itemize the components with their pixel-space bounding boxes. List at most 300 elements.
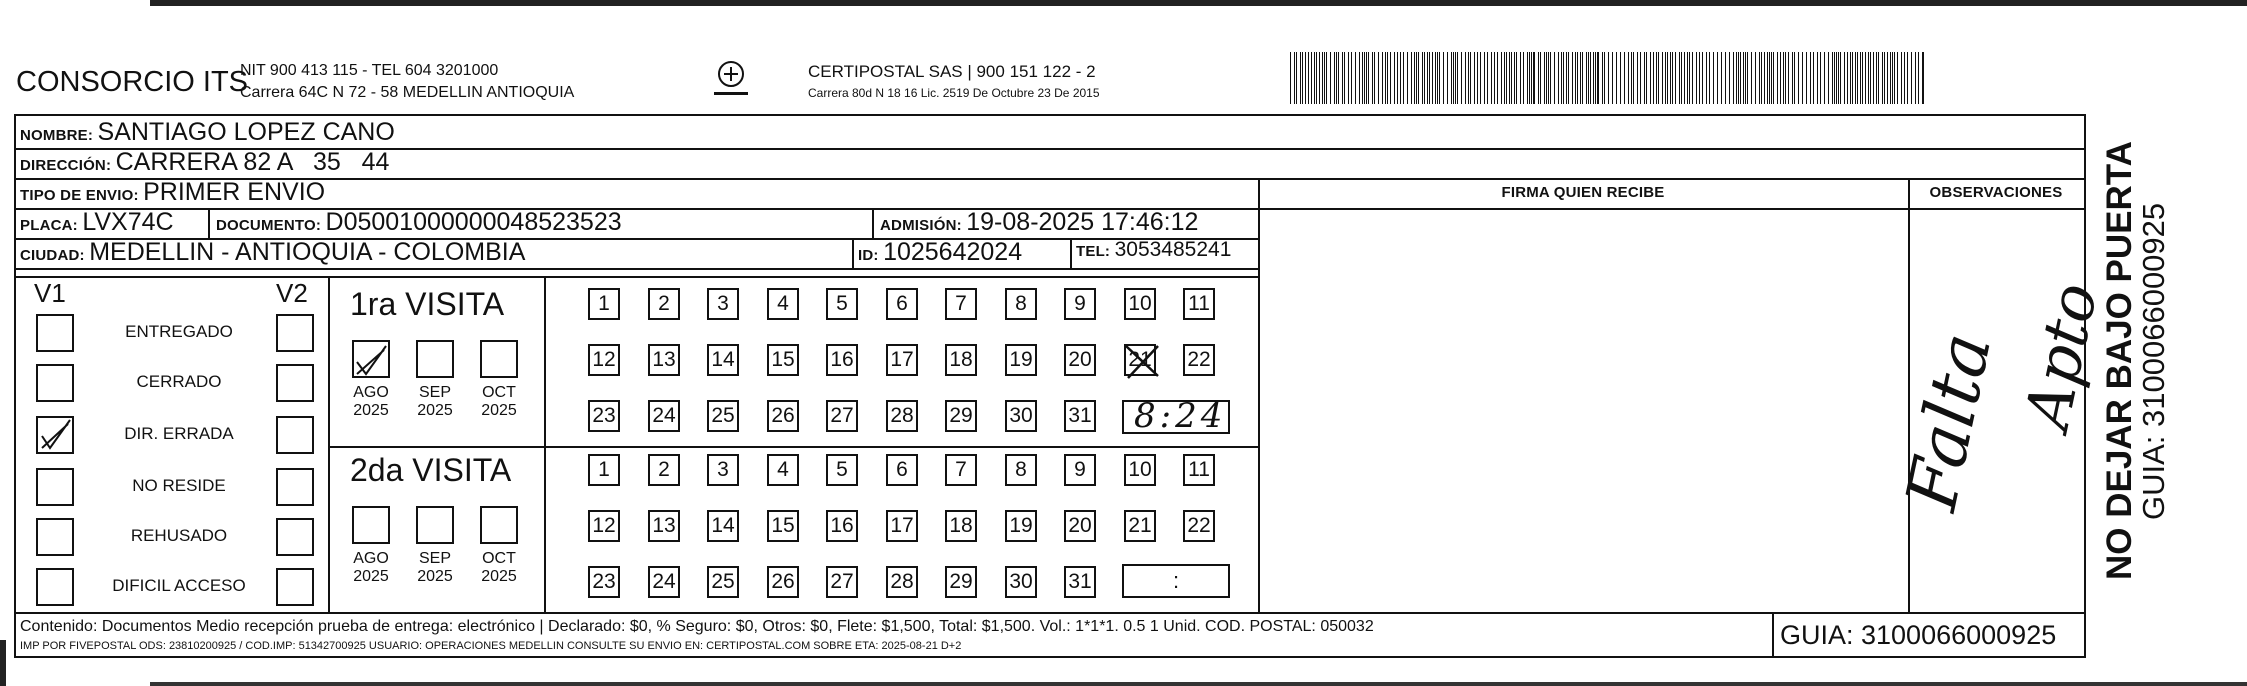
barcode-bar <box>1806 52 1807 104</box>
day-box[interactable]: 31 <box>1064 400 1096 432</box>
barcode-bar <box>1439 52 1440 104</box>
day-box[interactable]: 19 <box>1005 510 1037 542</box>
barcode-bar <box>1514 52 1515 104</box>
barcode-bar <box>1477 52 1478 104</box>
day-box[interactable]: 26 <box>767 566 799 598</box>
handwriting-falta: Falta <box>1890 326 2008 518</box>
barcode-bar <box>1832 52 1833 104</box>
barcode-bar <box>1322 52 1323 104</box>
barcode-bar <box>1767 52 1768 104</box>
barcode-bar <box>1316 52 1317 104</box>
barcode-bar <box>1844 52 1845 104</box>
barcode-bar <box>1368 52 1369 104</box>
footer-guia: GUIA: 3100066000925 <box>1780 620 2057 650</box>
month-checkbox[interactable] <box>352 340 390 378</box>
day-box[interactable]: 25 <box>707 400 739 432</box>
barcode-bar <box>1468 52 1469 104</box>
barcode-bar <box>1882 52 1883 104</box>
barcode-bar <box>1516 52 1517 104</box>
barcode-bar <box>1820 52 1821 104</box>
barcode-bar <box>1529 52 1530 104</box>
barcode-bar <box>1747 52 1748 104</box>
barcode-bar <box>1699 52 1700 104</box>
barcode-bar <box>1713 52 1714 104</box>
second-visit-time-box[interactable] <box>1122 564 1230 598</box>
day-box[interactable]: 5 <box>826 288 858 320</box>
plate-label: PLACA: <box>20 217 78 234</box>
barcode-bar <box>1314 52 1315 104</box>
day-box[interactable]: 22 <box>1183 510 1215 542</box>
barcode-bar <box>1802 52 1803 104</box>
barcode-bar <box>1612 52 1613 104</box>
barcode-bar <box>1840 52 1841 104</box>
barcode-bar <box>1548 52 1549 104</box>
second-visit-title: 2da VISITA <box>350 452 512 488</box>
day-box[interactable]: 4 <box>767 288 799 320</box>
day-box[interactable]: 26 <box>767 400 799 432</box>
day-box[interactable]: 2 <box>648 454 680 486</box>
month-name: AGO <box>353 384 389 401</box>
day-box[interactable]: 13 <box>648 510 680 542</box>
barcode-bar <box>1422 52 1423 104</box>
barcode-bar <box>1733 52 1734 104</box>
barcode-bar <box>1736 52 1737 104</box>
v1-checkbox[interactable] <box>36 416 74 454</box>
barcode-bar <box>1311 52 1312 104</box>
month-name: SEP <box>418 384 451 401</box>
month-checkbox[interactable] <box>480 340 518 378</box>
month-label <box>341 384 401 420</box>
barcode-bar <box>1834 52 1835 104</box>
barcode-bar <box>1374 52 1375 104</box>
address-label: DIRECCIÓN: <box>20 157 112 174</box>
barcode-bar <box>1563 52 1564 104</box>
barcode-bar <box>1538 52 1539 104</box>
first-visit-time: 8:24 <box>1134 396 1227 436</box>
barcode-bar <box>1355 52 1356 104</box>
barcode-bar <box>1575 52 1576 104</box>
cross-mark-icon <box>1122 342 1162 382</box>
company-address: Carrera 64C N 72 - 58 MEDELLIN ANTIOQUIA <box>240 84 575 101</box>
row-line <box>328 446 1258 448</box>
city-value: MEDELLIN - ANTIOQUIA - COLOMBIA <box>89 238 526 266</box>
plate-value: LVX74C <box>82 208 174 236</box>
row-line <box>14 612 2086 614</box>
day-box[interactable]: 11 <box>1183 288 1215 320</box>
barcode-bar <box>1362 52 1363 104</box>
v2-checkbox[interactable] <box>276 468 314 506</box>
barcode-bar <box>1755 52 1756 104</box>
barcode-bar <box>1662 52 1663 104</box>
barcode-bar <box>1890 52 1891 104</box>
barcode-bar <box>1702 52 1703 104</box>
barcode-bar <box>1717 52 1718 104</box>
barcode-bar <box>1418 52 1419 104</box>
day-box[interactable]: 12 <box>588 510 620 542</box>
barcode-bar <box>1745 52 1746 104</box>
side-guia: GUIA: 3100066000925 <box>2136 202 2171 520</box>
barcode-bar <box>1870 52 1871 104</box>
barcode-bar <box>1457 52 1458 104</box>
barcode-bar <box>1443 52 1444 104</box>
barcode-bar <box>1897 52 1898 104</box>
top-edge <box>150 0 2247 6</box>
day-box[interactable]: 14 <box>707 344 739 376</box>
barcode-bar <box>1876 52 1877 104</box>
status-reason-label: CERRADO <box>136 372 222 391</box>
barcode-bar <box>1491 52 1492 104</box>
company-nit: NIT 900 413 115 - TEL 604 3201000 <box>240 62 499 79</box>
v1-label: V1 <box>34 278 66 308</box>
day-box[interactable]: 9 <box>1064 454 1096 486</box>
barcode-bar <box>1407 52 1408 104</box>
barcode-bar <box>1487 52 1488 104</box>
barcode <box>1290 52 1930 104</box>
barcode-bar <box>1465 52 1466 104</box>
barcode-bar <box>1687 52 1688 104</box>
day-box[interactable]: 21 <box>1124 344 1156 376</box>
barcode-bar <box>1326 52 1327 104</box>
day-box[interactable]: 24 <box>648 566 680 598</box>
id-label: ID: <box>858 247 879 264</box>
barcode-bar <box>1857 52 1858 104</box>
barcode-bar <box>1918 52 1919 104</box>
city-cell <box>20 238 525 267</box>
barcode-bar <box>1743 52 1744 104</box>
day-box[interactable]: 14 <box>707 510 739 542</box>
barcode-bar <box>1582 52 1583 104</box>
barcode-bar <box>1429 52 1430 104</box>
barcode-bar <box>1653 52 1654 104</box>
barcode-bar <box>1411 52 1412 104</box>
col-line <box>852 238 854 268</box>
barcode-bar <box>1759 52 1760 104</box>
day-box[interactable]: 28 <box>886 400 918 432</box>
barcode-bar <box>1922 52 1924 104</box>
day-box[interactable]: 10 <box>1124 454 1156 486</box>
barcode-bar <box>1385 52 1386 104</box>
v1-checkbox[interactable] <box>36 568 74 606</box>
barcode-bar <box>1511 52 1512 104</box>
day-box[interactable]: 11 <box>1183 454 1215 486</box>
barcode-bar <box>1461 52 1462 104</box>
company-name: CONSORCIO ITS <box>16 66 249 98</box>
document-value: D05001000000048523523 <box>325 208 622 236</box>
day-box[interactable]: 12 <box>588 344 620 376</box>
barcode-bar <box>1593 52 1594 104</box>
barcode-bar <box>1451 52 1452 104</box>
barcode-bar <box>1480 52 1481 104</box>
day-box[interactable]: 17 <box>886 510 918 542</box>
day-box[interactable]: 19 <box>1005 344 1037 376</box>
barcode-bar <box>1780 52 1781 104</box>
barcode-bar <box>1628 52 1629 104</box>
barcode-bar <box>1342 52 1343 104</box>
day-box[interactable]: 30 <box>1005 566 1037 598</box>
day-box[interactable]: 16 <box>826 344 858 376</box>
barcode-bar <box>1533 52 1535 104</box>
barcode-bar <box>1390 52 1391 104</box>
v2-checkbox[interactable] <box>276 364 314 402</box>
month-year: 2025 <box>481 568 517 585</box>
barcode-bar <box>1656 52 1657 104</box>
day-box[interactable]: 20 <box>1064 344 1096 376</box>
name-value: SANTIAGO LOPEZ CANO <box>97 118 395 146</box>
barcode-bar <box>1437 52 1438 104</box>
v2-checkbox[interactable] <box>276 314 314 352</box>
barcode-bar <box>1740 52 1741 104</box>
day-box[interactable]: 6 <box>886 288 918 320</box>
barcode-bar <box>1403 52 1404 104</box>
first-visit-time-box[interactable] <box>1122 396 1230 436</box>
barcode-bar <box>1761 52 1762 104</box>
v2-label: V2 <box>276 278 308 308</box>
day-box[interactable]: 21 <box>1124 510 1156 542</box>
barcode-bar <box>1692 52 1693 104</box>
barcode-bar <box>1616 52 1617 104</box>
barcode-bar <box>1455 52 1456 104</box>
barcode-bar <box>1577 52 1578 104</box>
col-line <box>544 276 546 612</box>
second-visit-time: : <box>1172 568 1180 593</box>
barcode-bar <box>1572 52 1573 104</box>
barcode-bar <box>1788 52 1789 104</box>
day-box[interactable]: 13 <box>648 344 680 376</box>
v1-checkbox[interactable] <box>36 518 74 556</box>
day-box[interactable]: 7 <box>945 454 977 486</box>
type-row <box>20 178 325 207</box>
barcode-bar <box>1794 52 1795 104</box>
side-warning: NO DEJAR BAJO PUERTA <box>2100 141 2139 580</box>
barcode-bar <box>1359 52 1360 104</box>
day-box[interactable]: 23 <box>588 566 620 598</box>
day-box[interactable]: 9 <box>1064 288 1096 320</box>
day-box[interactable]: 29 <box>945 566 977 598</box>
tel-label: TEL: <box>1076 243 1111 260</box>
barcode-bar <box>1330 52 1331 104</box>
v2-checkbox[interactable] <box>276 568 314 606</box>
day-box[interactable]: 20 <box>1064 510 1096 542</box>
checkmark-icon <box>354 342 388 376</box>
barcode-bar <box>1665 52 1666 104</box>
v2-checkbox[interactable] <box>276 518 314 556</box>
day-box[interactable]: 31 <box>1064 566 1096 598</box>
barcode-bar <box>1546 52 1547 104</box>
checkmark-icon <box>38 418 72 452</box>
barcode-bar <box>1554 52 1555 104</box>
barcode-bar <box>1771 52 1772 104</box>
barcode-bar <box>1904 52 1905 104</box>
day-box[interactable]: 3 <box>707 288 739 320</box>
plate-cell <box>20 208 174 237</box>
id-value: 1025642024 <box>883 238 1023 266</box>
barcode-bar <box>1424 52 1425 104</box>
barcode-bar <box>1531 52 1532 104</box>
day-box[interactable]: 1 <box>588 454 620 486</box>
month-checkbox[interactable] <box>416 506 454 544</box>
month-checkbox[interactable] <box>480 506 518 544</box>
barcode-bar <box>1637 52 1638 104</box>
barcode-bar <box>1300 52 1301 104</box>
barcode-bar <box>1540 52 1541 104</box>
v1-checkbox[interactable] <box>36 468 74 506</box>
barcode-bar <box>1620 52 1621 104</box>
barcode-bar <box>1738 52 1739 104</box>
barcode-bar <box>1777 52 1778 104</box>
barcode-bar <box>1523 52 1524 104</box>
barcode-bar <box>1658 52 1659 104</box>
barcode-bar <box>1580 52 1581 104</box>
month-name: SEP <box>418 550 451 567</box>
day-box[interactable]: 18 <box>945 510 977 542</box>
barcode-bar <box>1509 52 1510 104</box>
month-label <box>405 384 465 420</box>
barcode-bar <box>1725 52 1726 104</box>
barcode-bar <box>1860 52 1861 104</box>
barcode-bar <box>1721 52 1722 104</box>
barcode-bar <box>1595 52 1596 104</box>
barcode-bar <box>1290 52 1291 104</box>
col-line <box>1772 612 1774 658</box>
barcode-bar <box>1544 52 1545 104</box>
barcode-bar <box>1414 52 1415 104</box>
bottom-edge <box>150 682 2247 686</box>
name-label: NOMBRE: <box>20 127 94 144</box>
day-box[interactable]: 24 <box>648 400 680 432</box>
month-label <box>405 550 465 586</box>
v2-checkbox[interactable] <box>276 416 314 454</box>
barcode-bar <box>1633 52 1634 104</box>
month-checkbox[interactable] <box>352 506 390 544</box>
day-box[interactable]: 2 <box>648 288 680 320</box>
month-year: 2025 <box>417 568 453 585</box>
barcode-bar <box>1588 52 1589 104</box>
row-line <box>14 268 1258 270</box>
month-checkbox[interactable] <box>416 340 454 378</box>
day-box[interactable]: 27 <box>826 400 858 432</box>
barcode-bar <box>1892 52 1893 104</box>
day-box[interactable]: 15 <box>767 510 799 542</box>
month-name: OCT <box>482 384 516 401</box>
v1-checkbox[interactable] <box>36 314 74 352</box>
day-box[interactable]: 17 <box>886 344 918 376</box>
document-label: DOCUMENTO: <box>216 217 322 234</box>
barcode-bar <box>1324 52 1325 104</box>
day-box[interactable]: 6 <box>886 454 918 486</box>
barcode-bar <box>1494 52 1495 104</box>
tel-cell <box>1076 238 1231 262</box>
barcode-bar <box>1470 52 1471 104</box>
courier-logo-icon <box>706 58 756 102</box>
col-line <box>328 276 330 612</box>
left-edge <box>0 640 6 686</box>
day-box[interactable]: 23 <box>588 400 620 432</box>
barcode-bar <box>1706 52 1707 104</box>
barcode-bar <box>1590 52 1591 104</box>
day-box[interactable]: 22 <box>1183 344 1215 376</box>
barcode-bar <box>1550 52 1551 104</box>
col-line <box>872 208 874 238</box>
barcode-bar <box>1351 52 1352 104</box>
barcode-bar <box>1684 52 1685 104</box>
admission-value: 19-08-2025 17:46:12 <box>966 208 1199 236</box>
barcode-bar <box>1447 52 1448 104</box>
barcode-bar <box>1435 52 1436 104</box>
type-label: TIPO DE ENVIO: <box>20 187 139 204</box>
barcode-bar <box>1681 52 1682 104</box>
document-cell <box>216 208 622 237</box>
tel-value: 3053485241 <box>1114 238 1232 261</box>
barcode-bar <box>1911 52 1912 104</box>
status-reason-label: NO RESIDE <box>132 476 226 495</box>
day-box[interactable]: 28 <box>886 566 918 598</box>
barcode-bar <box>1792 52 1793 104</box>
barcode-bar <box>1646 52 1647 104</box>
barcode-bar <box>1709 52 1710 104</box>
barcode-bar <box>1586 52 1587 104</box>
day-box[interactable]: 29 <box>945 400 977 432</box>
month-label <box>469 384 529 420</box>
barcode-bar <box>1561 52 1562 104</box>
month-label <box>469 550 529 586</box>
barcode-bar <box>1520 52 1521 104</box>
imp-line: IMP POR FIVEPOSTAL ODS: 23810200925 / COD.IMP: 51342700925 USUARIO: OPERACIONES MEDELLIN CONSULTE SU ENVIO EN: CERTIPOSTAL.COM SOBRE ETA: 2025-08-21 D+2 <box>20 640 962 652</box>
barcode-bar <box>1558 52 1559 104</box>
col-line <box>208 208 210 238</box>
barcode-bar <box>1847 52 1848 104</box>
month-year: 2025 <box>353 568 389 585</box>
day-box[interactable]: 7 <box>945 288 977 320</box>
barcode-bar <box>1378 52 1379 104</box>
barcode-bar <box>1344 52 1345 104</box>
barcode-bar <box>1689 52 1690 104</box>
day-box[interactable]: 1 <box>588 288 620 320</box>
barcode-bar <box>1901 52 1902 104</box>
day-box[interactable]: 8 <box>1005 454 1037 486</box>
day-box[interactable]: 18 <box>945 344 977 376</box>
barcode-bar <box>1501 52 1502 104</box>
barcode-bar <box>1302 52 1303 104</box>
month-name: OCT <box>482 550 516 567</box>
day-box[interactable]: 5 <box>826 454 858 486</box>
barcode-bar <box>1696 52 1697 104</box>
courier-name: CERTIPOSTAL SAS | 900 151 122 - 2 <box>808 62 1096 81</box>
day-box[interactable]: 30 <box>1005 400 1037 432</box>
barcode-bar <box>1865 52 1866 104</box>
type-value: PRIMER ENVIO <box>143 178 326 206</box>
day-box[interactable]: 27 <box>826 566 858 598</box>
barcode-bar <box>1432 52 1433 104</box>
day-box[interactable]: 16 <box>826 510 858 542</box>
day-box[interactable]: 3 <box>707 454 739 486</box>
day-box[interactable]: 15 <box>767 344 799 376</box>
barcode-bar <box>1604 52 1605 104</box>
day-box[interactable]: 4 <box>767 454 799 486</box>
day-box[interactable]: 25 <box>707 566 739 598</box>
barcode-bar <box>1675 52 1676 104</box>
barcode-bar <box>1568 52 1569 104</box>
barcode-bar <box>1319 52 1320 104</box>
day-box[interactable]: 10 <box>1124 288 1156 320</box>
day-box[interactable]: 8 <box>1005 288 1037 320</box>
status-reason-label: ENTREGADO <box>125 322 233 341</box>
barcode-bar <box>1862 52 1863 104</box>
barcode-bar <box>1400 52 1401 104</box>
barcode-bar <box>1624 52 1625 104</box>
status-reason-label: REHUSADO <box>130 526 228 545</box>
barcode-bar <box>1296 52 1297 104</box>
v1-checkbox[interactable] <box>36 364 74 402</box>
